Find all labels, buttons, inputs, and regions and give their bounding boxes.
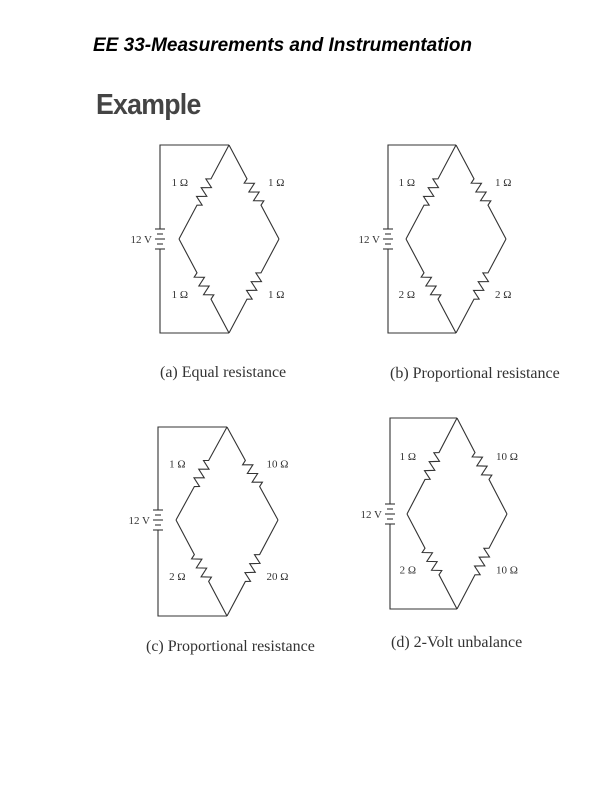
resistor-bottom-left-icon: [176, 520, 227, 616]
battery-icon: [383, 229, 393, 249]
battery-icon: [385, 504, 395, 524]
resistor-top-right-icon: [227, 427, 278, 520]
example-heading: Example: [96, 89, 201, 121]
bridge-circuit-b: [359, 145, 560, 382]
circuit-caption: (c) Proportional resistance: [146, 638, 315, 655]
source-voltage-label: 12 V: [358, 234, 380, 246]
resistor-top-right-label: 1 Ω: [268, 177, 285, 189]
resistor-top-left-label: 1 Ω: [398, 177, 415, 189]
resistor-bottom-left-label: 2 Ω: [399, 564, 416, 577]
battery-icon: [155, 229, 165, 249]
wire-top: [160, 145, 229, 229]
resistor-top-left-label: 1 Ω: [399, 451, 416, 463]
resistor-top-left-label: 1 Ω: [169, 458, 186, 471]
wire-bottom: [160, 249, 229, 333]
resistor-bottom-right-label: 10 Ω: [496, 564, 518, 577]
resistor-bottom-right-label: 20 Ω: [266, 571, 289, 583]
resistor-top-left-icon: [406, 145, 456, 239]
circuit-caption: (a) Equal resistance: [160, 364, 287, 381]
resistor-top-left-icon: [176, 427, 227, 520]
source-voltage-label: 12 V: [360, 509, 382, 521]
resistor-top-right-icon: [229, 145, 279, 239]
resistor-top-left-icon: [407, 418, 457, 514]
circuit-caption: (d) 2-Volt unbalance: [391, 634, 523, 651]
resistor-top-right-icon: [456, 145, 506, 239]
resistor-bottom-right-icon: [229, 239, 279, 333]
source-voltage-label: 12 V: [128, 515, 150, 527]
resistor-bottom-left-icon: [407, 514, 457, 609]
resistor-bottom-right-icon: [227, 520, 278, 616]
source-voltage-label: 12 V: [130, 234, 152, 246]
resistor-bottom-left-label: 1 Ω: [171, 289, 188, 301]
resistor-bottom-right-label: 2 Ω: [495, 289, 512, 301]
bridge-circuit-d: [361, 418, 523, 651]
resistor-top-right-label: 10 Ω: [496, 451, 518, 463]
resistor-top-right-label: 10 Ω: [266, 458, 289, 471]
page-header-title: EE 33-Measurements and Instrumentation: [93, 35, 473, 56]
resistor-bottom-right-icon: [457, 514, 507, 609]
circuit-caption: (b) Proportional resistance: [390, 365, 560, 382]
resistor-top-left-icon: [179, 145, 229, 239]
resistor-bottom-left-label: 2 Ω: [398, 289, 415, 301]
resistor-top-right-icon: [457, 418, 507, 514]
resistor-top-right-label: 1 Ω: [495, 177, 512, 189]
resistor-bottom-right-icon: [456, 239, 506, 333]
bridge-circuit-a: [131, 145, 287, 381]
resistor-bottom-left-icon: [406, 239, 456, 333]
resistor-top-left-label: 1 Ω: [171, 177, 188, 189]
bridge-circuit-c: [129, 427, 315, 655]
resistor-bottom-right-label: 1 Ω: [268, 289, 285, 301]
resistor-bottom-left-label: 2 Ω: [169, 571, 186, 583]
resistor-bottom-left-icon: [179, 239, 229, 333]
battery-icon: [153, 510, 163, 530]
